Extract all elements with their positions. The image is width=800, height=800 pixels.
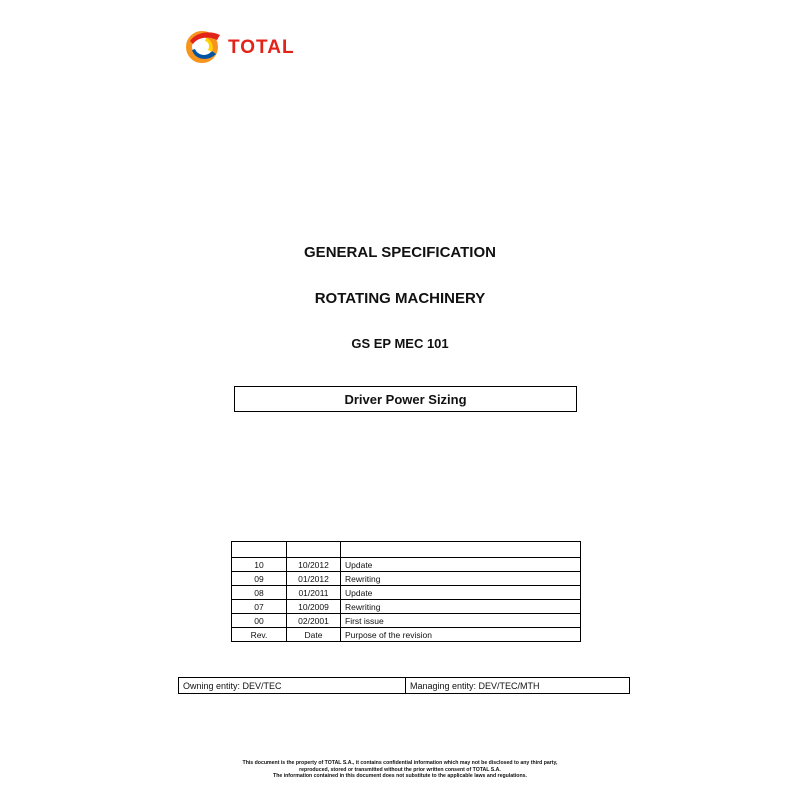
revision-number: 00	[232, 614, 287, 628]
revision-number: 10	[232, 558, 287, 572]
revision-number: 09	[232, 572, 287, 586]
revision-number: 08	[232, 586, 287, 600]
table-row	[232, 542, 581, 558]
header-date: Date	[287, 628, 341, 642]
revision-table-header	[232, 628, 581, 642]
revision-date: 02/2001	[287, 614, 341, 628]
owning-entity: Owning entity: DEV/TEC	[179, 678, 406, 694]
table-row	[232, 558, 581, 572]
table-row	[232, 586, 581, 600]
revision-purpose: Update	[341, 586, 581, 600]
revision-purpose	[341, 542, 581, 558]
revision-date: 01/2012	[287, 572, 341, 586]
revision-purpose: Rewriting	[341, 600, 581, 614]
revision-number: 07	[232, 600, 287, 614]
document-title: GENERAL SPECIFICATION	[304, 244, 496, 261]
entity-table	[178, 677, 630, 694]
header-purpose: Purpose of the revision	[341, 628, 581, 642]
table-row	[232, 600, 581, 614]
revision-date: 01/2011	[287, 586, 341, 600]
revision-table	[231, 541, 581, 642]
notice-line: reproduced, stored or transmitted without the prior written consent of TOTAL S.A.	[299, 766, 501, 773]
table-row	[232, 572, 581, 586]
document-reference: GS EP MEC 101	[351, 336, 449, 351]
notice-line: This document is the property of TOTAL S.A., it contains confidential information which may not be disclosed to any third party,	[242, 760, 558, 766]
confidentiality-notice	[0, 760, 800, 780]
document-subject-box	[234, 386, 577, 412]
total-logo-icon	[186, 26, 226, 66]
revision-purpose: First issue	[341, 614, 581, 628]
revision-date	[287, 542, 341, 558]
logo-wordmark: TOTAL	[228, 37, 295, 58]
revision-purpose: Update	[341, 558, 581, 572]
table-row	[179, 678, 630, 694]
total-logo	[186, 26, 306, 66]
revision-date: 10/2009	[287, 600, 341, 614]
managing-entity: Managing entity: DEV/TEC/MTH	[406, 678, 630, 694]
revision-purpose: Rewriting	[341, 572, 581, 586]
document-subject: Driver Power Sizing	[344, 391, 467, 407]
revision-number	[232, 542, 287, 558]
document-category: ROTATING MACHINERY	[314, 290, 486, 307]
table-row	[232, 614, 581, 628]
header-rev: Rev.	[232, 628, 287, 642]
revision-date: 10/2012	[287, 558, 341, 572]
notice-line: The information contained in this document does not substitute to the applicable laws and regulations.	[273, 773, 527, 779]
